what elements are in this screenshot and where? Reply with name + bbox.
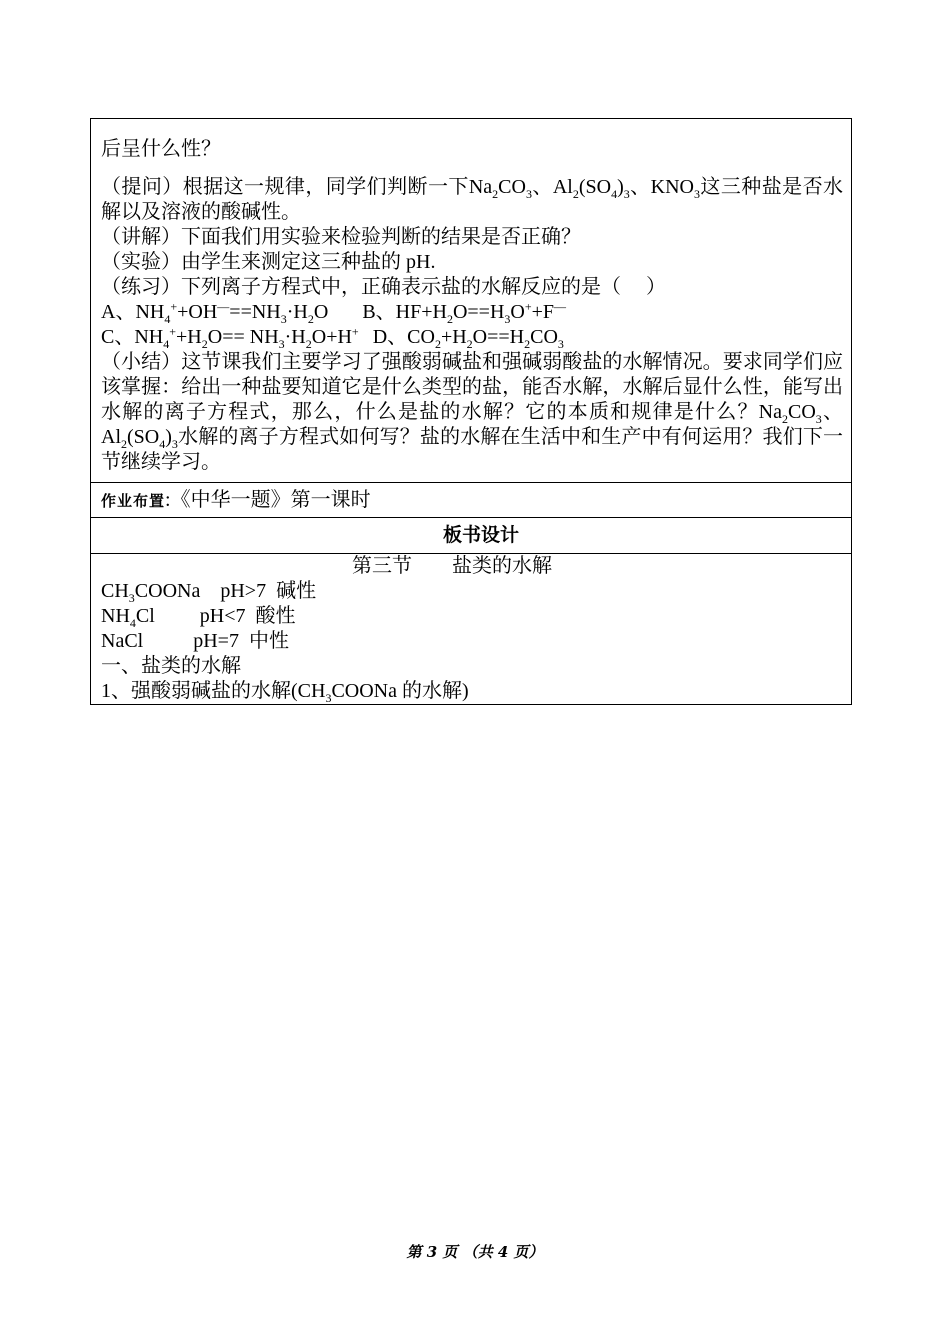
- board-row-ch3coona: $CH_3COONa$ pH>7 碱性: [101, 580, 317, 605]
- question-paragraph: [101, 175, 843, 225]
- teaching-process-cell: [91, 119, 851, 483]
- lesson-plan-table: [90, 118, 852, 705]
- board-design-cell: [91, 554, 851, 704]
- options-ab-line: [101, 300, 843, 325]
- formula-al2so43: $Al_2(SO_4)_3$: [552, 176, 630, 201]
- separator: 、: [531, 176, 553, 198]
- board-row-nacl: NaCl pH=7 中性: [101, 630, 289, 652]
- text-span: （提问）根据这一规律，同学们判断一下: [101, 176, 469, 198]
- board-design-title: 板书设计: [91, 518, 851, 554]
- options-cd-line: [101, 325, 843, 350]
- board-row-nh4cl: $NH_4Cl$ pH<7 酸性: [101, 605, 296, 630]
- summary-paragraph: （小结）这节课我们主要学习了强酸弱碱盐和强碱弱酸盐的水解情况。要求同学们应该掌握：给出一种盐要知道它是什么类型的盐，能否水解，水解后显什么性，能写出水解的离子方程式，那么，什么是盐的水解？它的本质和规律是什么？$Na_2CO_3$、$Al_2(SO_4)_3$水解的离子方程式如何写？盐的水解在生活中和生产中有何运用？我们下一节继续学习。: [101, 351, 844, 473]
- board-item-1: 1、强酸弱碱盐的水解($CH_3COONa$ 的水解): [101, 680, 469, 705]
- homework-label: 作业布置: [101, 492, 166, 510]
- option-b: B、$HF+H_2O==H_3O^++F^—$: [362, 299, 567, 326]
- formula-na2co3: $Na_2CO_3$: [468, 176, 532, 201]
- option-d: D、$CO_2+H_2O==H_2CO_3$: [372, 326, 564, 351]
- formula-kno3: $KNO_3$: [650, 176, 700, 201]
- explain-line: （讲解）下面我们用实验来检验判断的结果是否正确？: [101, 226, 581, 248]
- homework-cell: [91, 483, 851, 518]
- homework-colon: :: [165, 489, 171, 511]
- board-heading: 一、盐类的水解: [101, 655, 241, 677]
- section-title: 第三节 盐类的水解: [352, 555, 552, 577]
- text-line: 后呈什么性？: [101, 138, 221, 160]
- exercise-line: （练习）下列离子方程式中，正确表示盐的水解反应的是（ ）: [101, 276, 666, 298]
- text-span: 这三种盐是否水解以及溶液的酸碱性。: [101, 176, 844, 223]
- page-footer: 第 3 页 （共 4 页）: [406, 1243, 544, 1261]
- option-a: A、$NH_4^++OH^—==NH_3\cdot H_2O$: [101, 299, 329, 326]
- experiment-line: （实验）由学生来测定这三种盐的 pH.: [101, 251, 436, 273]
- separator: 、: [629, 176, 651, 198]
- option-c: C、$NH_4^++H_2O== NH_3\cdot H_2O+H^+$: [101, 324, 359, 351]
- homework-text: 《中华一题》第一课时: [170, 489, 371, 511]
